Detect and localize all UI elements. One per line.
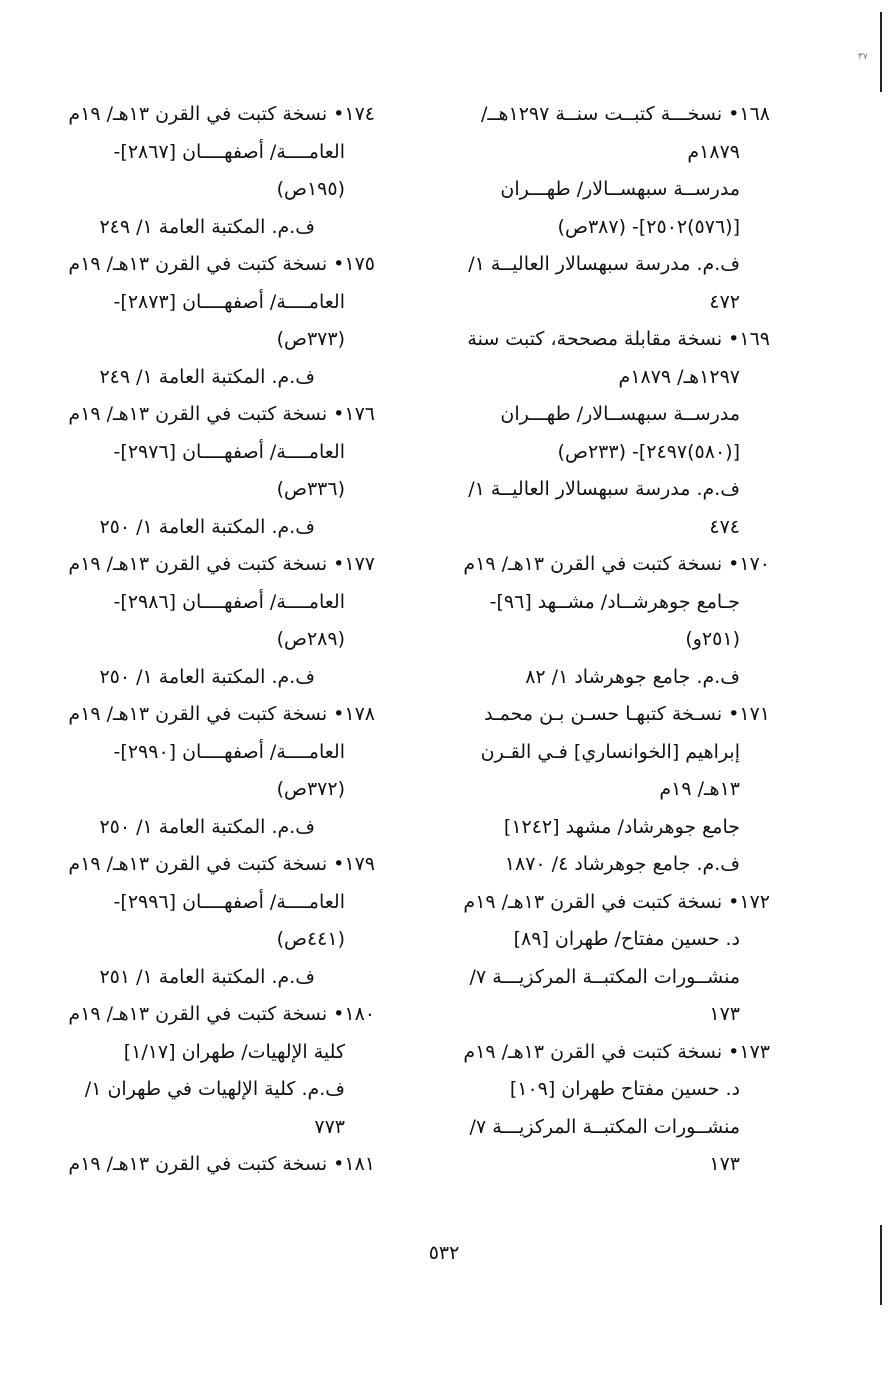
entry-line: العامــــة/ أصفهــــان [٢٩٨٦]-: [113, 590, 345, 613]
entry-line: ١٨٠• نسخة كتبت في القرن ١٣هـ/ ١٩م: [68, 1003, 375, 1025]
entry-line: ف.م. جامع جوهرشاد ٤/ ١٨٧٠: [504, 853, 740, 875]
entry-line: كلية الإلهيات/ طهران [١/١٧]: [123, 1040, 345, 1063]
entry-line: مدرســة سبهســالار/ طهـــران: [500, 403, 740, 425]
entry-line: (٣٣٦ص): [276, 478, 345, 500]
entry-line: ف.م. كلية الإلهيات في طهران ١/: [84, 1078, 345, 1100]
entry-line: (٣٧٣ص): [276, 328, 345, 350]
entry-line: العامــــة/ أصفهــــان [٢٩٧٦]-: [113, 440, 345, 463]
entry-line: العامــــة/ أصفهــــان [٢٩٩٦]-: [113, 890, 345, 913]
corner-mark: ٣٧: [858, 52, 868, 62]
entry-line: (٤٤١ص): [276, 928, 345, 950]
entry-line: (١٩٥ص): [276, 178, 345, 200]
entry-line: منشــورات المكتبــة المركزيـــة ٧/: [469, 1115, 740, 1138]
entry-line: ١٧٩• نسخة كتبت في القرن ١٣هـ/ ١٩م: [68, 853, 375, 875]
entry-line: (٢٥١و): [685, 628, 740, 650]
entry-line: ف.م. المكتبة العامة ١/ ٢٤٩: [99, 365, 315, 388]
entry-line: ١٧٠• نسخة كتبت في القرن ١٣هـ/ ١٩م: [463, 553, 770, 575]
entry-line: ١٧٨• نسخة كتبت في القرن ١٣هـ/ ١٩م: [68, 703, 375, 725]
entry-line: ١٧٦• نسخة كتبت في القرن ١٣هـ/ ١٩م: [68, 403, 375, 425]
entry-line: جـامع جوهرشــاد/ مشــهد [٩٦]-: [489, 590, 740, 613]
entry-line: [(٥٧٦)٢٥٠٢]- (٣٨٧ص): [557, 215, 740, 238]
entry-line: (٣٧٢ص): [276, 778, 345, 800]
entry-line: ف.م. مدرسة سبهسالار العاليــة ١/: [468, 253, 740, 275]
entry-line: ف.م. المكتبة العامة ١/ ٢٥٠: [99, 515, 315, 538]
entry-line: ٤٧٤: [709, 515, 740, 538]
entry-line: ١٧٢• نسخة كتبت في القرن ١٣هـ/ ١٩م: [463, 890, 770, 913]
entry-line: [(٥٨٠)٢٤٩٧]- (٢٣٣ص): [557, 440, 740, 463]
entry-line: ١٢٩٧هـ/ ١٨٧٩م: [618, 365, 740, 388]
entry-line: ١٧٣• نسخة كتبت في القرن ١٣هـ/ ١٩م: [463, 1040, 770, 1063]
entry-line: ٧٧٣: [314, 1115, 345, 1138]
entry-line: منشــورات المكتبــة المركزيـــة ٧/: [469, 965, 740, 988]
entry-line: ١٨٧٩م: [687, 140, 740, 163]
entry-line: (٢٨٩ص): [276, 628, 345, 650]
left-column: [40, 96, 375, 1184]
entry-line: د. حسين مفتاح طهران [١٠٩]: [509, 1078, 740, 1100]
entry-line: ف.م. المكتبة العامة ١/ ٢٥١: [99, 965, 315, 988]
entry-line: ١٧٤• نسخة كتبت في القرن ١٣هـ/ ١٩م: [68, 103, 375, 125]
entry-line: إبراهيم [الخوانساري] فـي القـرن: [480, 740, 740, 763]
entry-line: ١٧٥• نسخة كتبت في القرن ١٣هـ/ ١٩م: [68, 253, 375, 275]
page-number: ٥٣٢: [428, 1242, 460, 1264]
entry-line: مدرســة سبهســالار/ طهـــران: [500, 178, 740, 200]
entry-line: ف.م. المكتبة العامة ١/ ٢٥٠: [99, 665, 315, 688]
right-column: [425, 96, 770, 1184]
entry-line: ١٧١• نسـخة كتبهـا حسـن بـن محمـد: [484, 703, 770, 725]
entry-line: ١٧٣: [709, 1003, 740, 1025]
entry-line: ١٦٨• نسخـــة كتبــت سنــة ١٢٩٧هــ/: [480, 103, 770, 125]
entry-line: ١٨١• نسخة كتبت في القرن ١٣هـ/ ١٩م: [68, 1153, 375, 1175]
entry-line: ف.م. جامع جوهرشاد ١/ ٨٢: [525, 665, 740, 688]
scan-edge-mark: [880, 1225, 882, 1305]
entry-line: العامــــة/ أصفهــــان [٢٨٦٧]-: [113, 140, 345, 163]
entry-line: العامــــة/ أصفهــــان [٢٩٩٠]-: [113, 740, 345, 763]
entry-line: ١٣هـ/ ١٩م: [659, 778, 740, 800]
entry-line: ف.م. المكتبة العامة ١/ ٢٥٠: [99, 815, 315, 838]
entry-line: ٤٧٢: [709, 290, 740, 313]
entry-line: د. حسين مفتاح/ طهران [٨٩]: [513, 928, 740, 950]
entry-line: ف.م. مدرسة سبهسالار العاليــة ١/: [468, 478, 740, 500]
entry-line: ١٧٧• نسخة كتبت في القرن ١٣هـ/ ١٩م: [68, 553, 375, 575]
entry-line: ف.م. المكتبة العامة ١/ ٢٤٩: [99, 215, 315, 238]
entry-line: ١٦٩• نسخة مقابلة مصححة، كتبت سنة: [467, 328, 770, 350]
entry-line: العامــــة/ أصفهــــان [٢٨٧٣]-: [113, 290, 345, 313]
entry-line: جامع جوهرشاد/ مشهد [١٢٤٢]: [503, 815, 740, 838]
entry-line: ١٧٣: [709, 1153, 740, 1175]
scan-edge-mark: [880, 12, 882, 92]
